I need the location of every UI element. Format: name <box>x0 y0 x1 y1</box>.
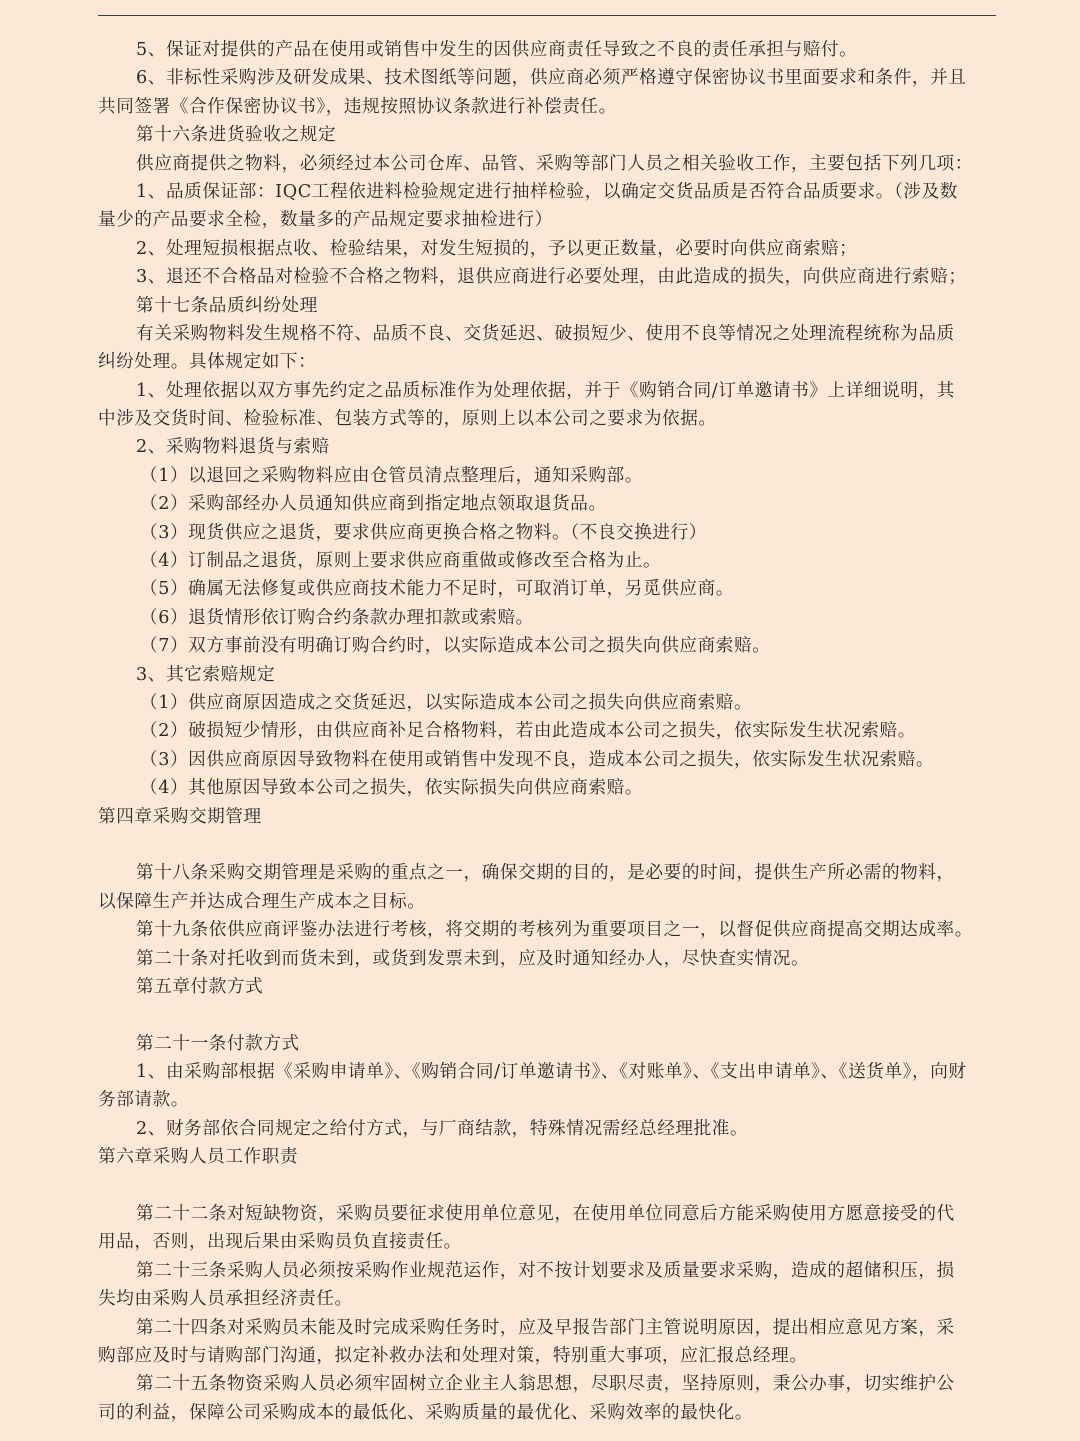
text-line: 第二十二条对短缺物资，采购员要征求使用单位意见，在使用单位同意后方能采购使用方愿意接受的代 <box>136 1204 955 1225</box>
text-line: 1、由采购部根据《采购申请单》、《购销合同/订单邀请书》、《对账单》、《支出申请单》、《送货单》，向财 <box>136 1062 967 1083</box>
text-line: （6）退货情形依订购合约条款办理扣款或索赔。 <box>140 607 534 628</box>
text-line: 有关采购物料发生规格不符、品质不良、交货延迟、破损短少、使用不良等情况之处理流程统称为品质 <box>136 323 955 344</box>
text-line: 纠纷处理。具体规定如下： <box>98 352 317 373</box>
document-body <box>98 36 996 1427</box>
text-line: 第十七条品质纠纷处理 <box>136 295 318 316</box>
text-line: 2、采购物料退货与索赔 <box>136 437 330 458</box>
text-line: 3、退还不合格品对检验不合格之物料，退供应商进行必要处理，由此造成的损失，向供应商进行索赔； <box>136 267 967 288</box>
text-line: 第六章采购人员工作职责 <box>98 1147 299 1168</box>
text-line: （4）订制品之退货，原则上要求供应商重做或修改至合格为止。 <box>140 551 662 572</box>
text-line: 用品，否则，出现后果由采购员负直接责任。 <box>98 1232 462 1253</box>
text-line: 第二十四条对采购员未能及时完成采购任务时，应及早报告部门主管说明原因，提出相应意见方案，采 <box>136 1317 955 1338</box>
text-line: 供应商提供之物料，必须经过本公司仓库、品管、采购等部门人员之相关验收工作，主要包括下列几项： <box>136 153 973 174</box>
text-line: （2）采购部经办人员通知供应商到指定地点领取退货品。 <box>140 494 607 515</box>
text-line: （4）其他原因导致本公司之损失，依实际损失向供应商索赔。 <box>140 778 644 799</box>
text-line: 第十六条进货验收之规定 <box>136 125 337 146</box>
text-line: 第五章付款方式 <box>136 976 264 997</box>
text-line: 量少的产品要求全检，数量多的产品规定要求抽检进行） <box>98 210 553 231</box>
text-line: 第二十五条物资采购人员必须牢固树立企业主人翁思想，尽职尽责，坚持原则，秉公办事，切实维护公 <box>136 1374 955 1395</box>
text-line: （1）以退回之采购物料应由仓管员清点整理后，通知采购部。 <box>140 465 644 486</box>
text-line: 司的利益，保障公司采购成本的最低化、采购质量的最优化、采购效率的最快化。 <box>98 1402 753 1423</box>
text-line: 1、处理依据以双方事先约定之品质标准作为处理依据，并于《购销合同/订单邀请书》上详细说明，其 <box>136 380 955 401</box>
text-line: 5、保证对提供的产品在使用或销售中发生的因供应商责任导致之不良的责任承担与赔付。 <box>136 40 858 60</box>
blank-line <box>98 831 996 859</box>
text-line: 失均由采购人员承担经济责任。 <box>98 1289 353 1310</box>
text-line: 第十八条采购交期管理是采购的重点之一，确保交期的目的，是必要的时间，提供生产所必需的物料， <box>136 863 955 884</box>
text-line: 6、非标性采购涉及研发成果、技术图纸等问题，供应商必须严格遵守保密协议书里面要求和条件，并且 <box>136 68 967 89</box>
blank-line <box>98 1172 996 1200</box>
text-line: 第四章采购交期管理 <box>98 806 262 827</box>
text-line: 3、其它索赔规定 <box>136 664 276 685</box>
text-line: （3）因供应商原因导致物料在使用或销售中发现不良，造成本公司之损失，依实际发生状况索赔。 <box>140 749 935 770</box>
text-line: 以保障生产并达成合理生产成本之目标。 <box>98 891 426 912</box>
text-line: 1、品质保证部：IQC工程依进料检验规定进行抽样检验，以确定交货品质是否符合品质要求。（涉及数 <box>136 181 958 202</box>
text-line: 第十九条依供应商评鉴办法进行考核，将交期的考核列为重要项目之一，以督促供应商提高交期达成率。 <box>136 920 973 941</box>
text-line: 第二十三条采购人员必须按采购作业规范运作，对不按计划要求及质量要求采购，造成的超储积压，损 <box>136 1260 955 1281</box>
text-line: （2）破损短少情形，由供应商补足合格物料，若由此造成本公司之损失，依实际发生状况索赔。 <box>140 721 916 742</box>
text-line: 务部请款。 <box>98 1090 189 1111</box>
text-line: 2、财务部依合同规定之给付方式，与厂商结款，特殊情况需经总经理批准。 <box>136 1118 749 1139</box>
text-line: （3）现货供应之退货，要求供应商更换合格之物料。（不良交换进行） <box>140 522 708 543</box>
text-line: （1）供应商原因造成之交货延迟，以实际造成本公司之损失向供应商索赔。 <box>140 692 753 713</box>
top-rule <box>98 15 996 16</box>
text-line: 购部应及时与请购部门沟通，拟定补救办法和处理对策，特别重大事项，应汇报总经理。 <box>98 1345 808 1366</box>
text-line: 第二十条对托收到而货未到，或货到发票未到，应及时通知经办人，尽快查实情况。 <box>136 948 810 969</box>
blank-line <box>98 1001 996 1029</box>
text-line: 中涉及交货时间、检验标准、包装方式等的，原则上以本公司之要求为依据。 <box>98 409 717 430</box>
text-line: 共同签署《合作保密协议书》，违规按照协议条款进行补偿责任。 <box>98 96 617 117</box>
text-line: 第二十一条付款方式 <box>136 1033 300 1054</box>
text-line: 2、处理短损根据点收、检验结果，对发生短损的，予以更正数量，必要时向供应商索赔； <box>136 238 858 259</box>
text-line: （5）确属无法修复或供应商技术能力不足时，可取消订单，另觅供应商。 <box>140 579 734 600</box>
text-line: （7）双方事前没有明确订购合约时，以实际造成本公司之损失向供应商索赔。 <box>140 636 771 657</box>
